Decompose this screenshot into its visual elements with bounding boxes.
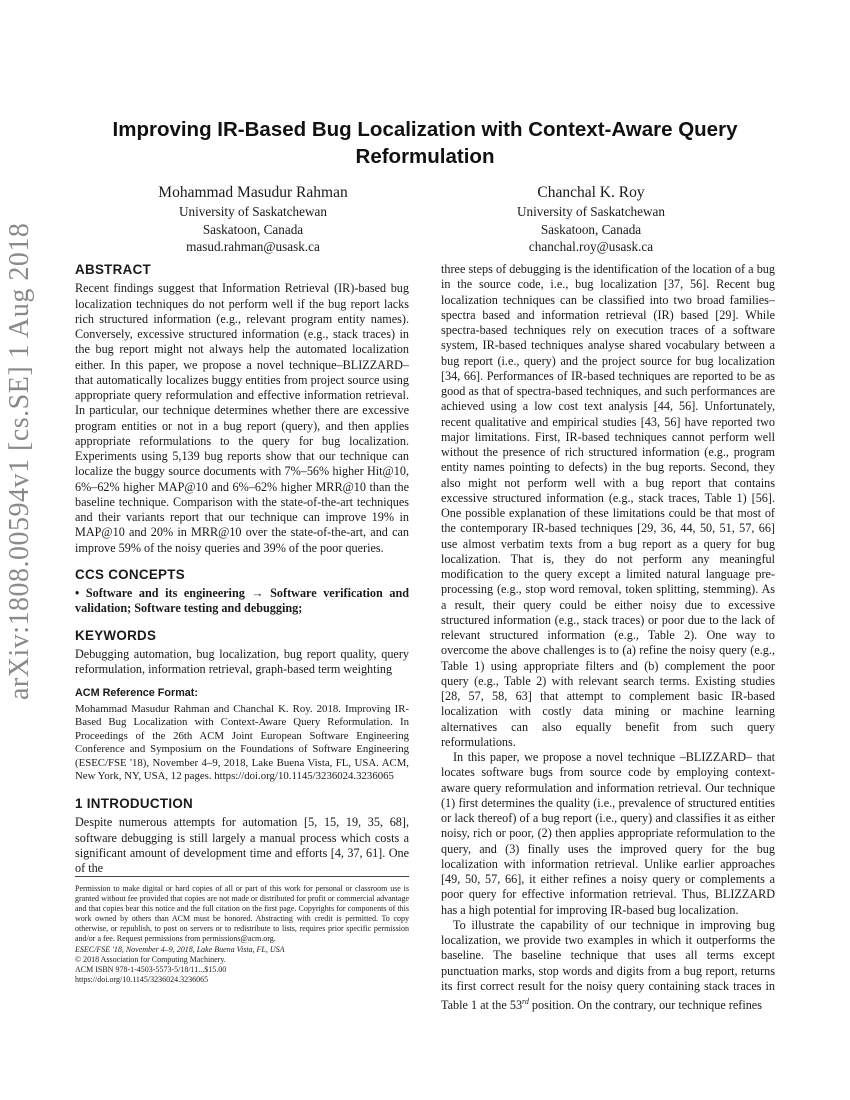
- author-block-2: [441, 182, 741, 256]
- keywords-text: Debugging automation, bug localization, bug report quality, query reformulation, information retrieval, graph-based term weighting: [75, 646, 409, 676]
- abstract-heading: ABSTRACT: [75, 262, 152, 277]
- copyright-footnote: [75, 876, 409, 985]
- keywords-heading: KEYWORDS: [75, 627, 157, 643]
- author-name: Mohammad Masudur Rahman: [158, 184, 348, 201]
- left-column: [75, 262, 409, 876]
- ccs-text: • Software and its engineering → Software verification and validation; Software testing and debugging;: [75, 586, 409, 616]
- conference-line: ESEC/FSE '18, November 4–9, 2018, Lake Buena Vista, FL, USA: [75, 944, 285, 954]
- author-location: Saskatoon, Canada: [540, 221, 642, 237]
- doi-line: https://doi.org/10.1145/3236024.3236065: [75, 974, 209, 984]
- author-email: masud.rahman@usask.ca: [186, 239, 320, 254]
- right-paragraph-1: three steps of debugging is the identification of the location of a bug in the source code, i.e., bug localization [37, 56]. Recent bug localization techniques can be classified into two broad families–spectra based and information retrieval (IR) based [29]. While spectra-based techniques rely on execution traces of a software system, IR-based techniques analyse shared vocabulary between a bug report (i.e., query) and the project source for bug localization [34, 66]. Performances of IR-based techniques are reported to be as good as that of spectra-based techniques, and such performances are achieved using a low cost text analysis [44, 56]. Unfortunately, recent qualitative and empirical studies [43, 56] have reported two major limitations. First, IR-based techniques cannot perform well without the presence of rich structured information (e.g., program entity names pointing to defects) in the bug reports. Second, they also might not perform well with a bug report that contains excessive structured information (e.g., stack traces, Table 1) [56]. One possible explanation of these limitations could be that most of the contemporary IR-based techniques [29, 36, 44, 50, 51, 57, 66] use almost verbatim texts from a bug report as a query for bug localization. That is, they do not perform any meaningful modification to the query except a limited natural language pre-processing (e.g., stop word removal, token splitting, stemming). As a result, their query could be either noisy due to excessive structured information (e.g., stack traces) or poor due to the lack of relevant structured information (e.g., Table 2). One way to overcome the above challenges is to (a) refine the noisy query (e.g., Table 1) using appropriate filters and (b) complement the poor query (e.g., Table 2) with relevant search terms. Existing studies [28, 57, 58, 63] that attempt to complement basic IR-based localization with costly data mining or machine learning alternatives can also equally benefit from such query reformulations.: [441, 262, 775, 749]
- permission-notice: Permission to make digital or hard copies of all or part of this work for personal or classroom use is granted without fee provided that copies are not made or distributed for profit or commercial advantage and that copies bear this notice and the full citation on the first page. Copyrights for components of this work owned by others than ACM must be honored. Abstracting with credit is permitted. To copy otherwise, or republish, to post on servers or to redistribute to lists, requires prior specific permission and/or a fee. Request permissions from permissions@acm.org.: [75, 884, 409, 944]
- author-affiliation: University of Saskatchewan: [517, 204, 665, 219]
- ordinal-suffix: rd: [522, 997, 529, 1006]
- author-location: Saskatoon, Canada: [202, 221, 304, 237]
- intro-text: Despite numerous attempts for automation [5, 15, 19, 35, 68], software debugging is still largely a manual process which costs a significant amount of development time and efforts [4, 37, 61]. One of the: [75, 815, 409, 876]
- intro-heading: 1 INTRODUCTION: [75, 796, 194, 812]
- isbn-line: ACM ISBN 978-1-4503-5573-5/18/11...$15.00: [75, 964, 227, 974]
- paper-title: Improving IR-Based Bug Localization with Context-Aware Query Reformulation: [112, 118, 738, 168]
- ccs-heading: CCS CONCEPTS: [75, 566, 185, 582]
- author-email: chanchal.roy@usask.ca: [528, 239, 654, 254]
- paragraph-3-text: To illustrate the capability of our technique in improving bug localization, we provide two examples in which it outperforms the baseline. The baseline technique that uses all terms except punctuation marks, stop words and digits from a bug report, returns its first correct result for the noisy query containing stack traces in Table 1 at the 53: [441, 917, 775, 1013]
- author-name: Chanchal K. Roy: [537, 184, 645, 201]
- right-paragraph-2: In this paper, we propose a novel technique –BLIZZARD– that locates software bugs from source code by employing context-aware query reformulation and information retrieval. Our technique (1) first determines the quality (i.e., prevalence of structured entities or lack thereof) of a bug report (i.e., query) and classifies it as either noisy, rich or poor, (2) then applies appropriate reformulation to the query, and (3) finally uses the improved query for the bug localization with information retrieval. Unlike earlier approaches [49, 50, 57, 66], it either refines a noisy query or complements a poor query for effective information retrieval. Thus, BLIZZARD has a high potential for improving IR-based bug localization.: [441, 750, 775, 917]
- acm-ref-text: Mohammad Masudur Rahman and Chanchal K. Roy. 2018. Improving IR-Based Bug Localization with Context-Aware Query Reformulation. In Proceedings of the 26th ACM Joint European Software Engineering Conference and Symposium on the Foundations of Software Engineering (ESEC/FSE '18), November 4–9, 2018, Lake Buena Vista, FL, USA. ACM, New York, NY, USA, 12 pages. https://doi.org/10.1145/3236024.3236065: [75, 702, 409, 783]
- arxiv-watermark: arXiv:1808.00594v1 [cs.SE] 1 Aug 2018: [4, 222, 35, 700]
- author-affiliation: University of Saskatchewan: [179, 204, 327, 219]
- right-column: [441, 262, 775, 1013]
- acm-ref-heading: ACM Reference Format:: [75, 687, 198, 700]
- author-block-1: [103, 182, 403, 256]
- paragraph-3-tail: position. On the contrary, our technique refines: [528, 998, 762, 1013]
- copyright-line: © 2018 Association for Computing Machinery.: [75, 954, 226, 964]
- abstract-text: Recent findings suggest that Information Retrieval (IR)-based bug localization techniques do not perform well if the bug report lacks rich structured information (e.g., relevant program entity names). Conversely, excessive structured information (e.g., stack traces) in the bug report might not always help the automated localization either. In this paper, we propose a novel technique–BLIZZARD– that automatically localizes buggy entities from project source using appropriate query reformulation and effective information retrieval. In particular, our technique determines whether there are excessive program entities or not in a bug report (query), and then applies appropriate reformulations to the query for bug localization. Experiments using 5,139 bug reports show that our technique can localize the buggy source documents with 7%–56% higher Hit@10, 6%–62% higher MAP@10 and 6%–62% higher MRR@10 than the baseline technique. Comparison with the state-of-the-art techniques and their variants report that our technique can improve 19% in MAP@10 and 20% in MRR@10 over the state-of-the-art, and can improve 59% of the noisy queries and 39% of the poor queries.: [75, 281, 409, 555]
- right-paragraph-3: [441, 918, 775, 1014]
